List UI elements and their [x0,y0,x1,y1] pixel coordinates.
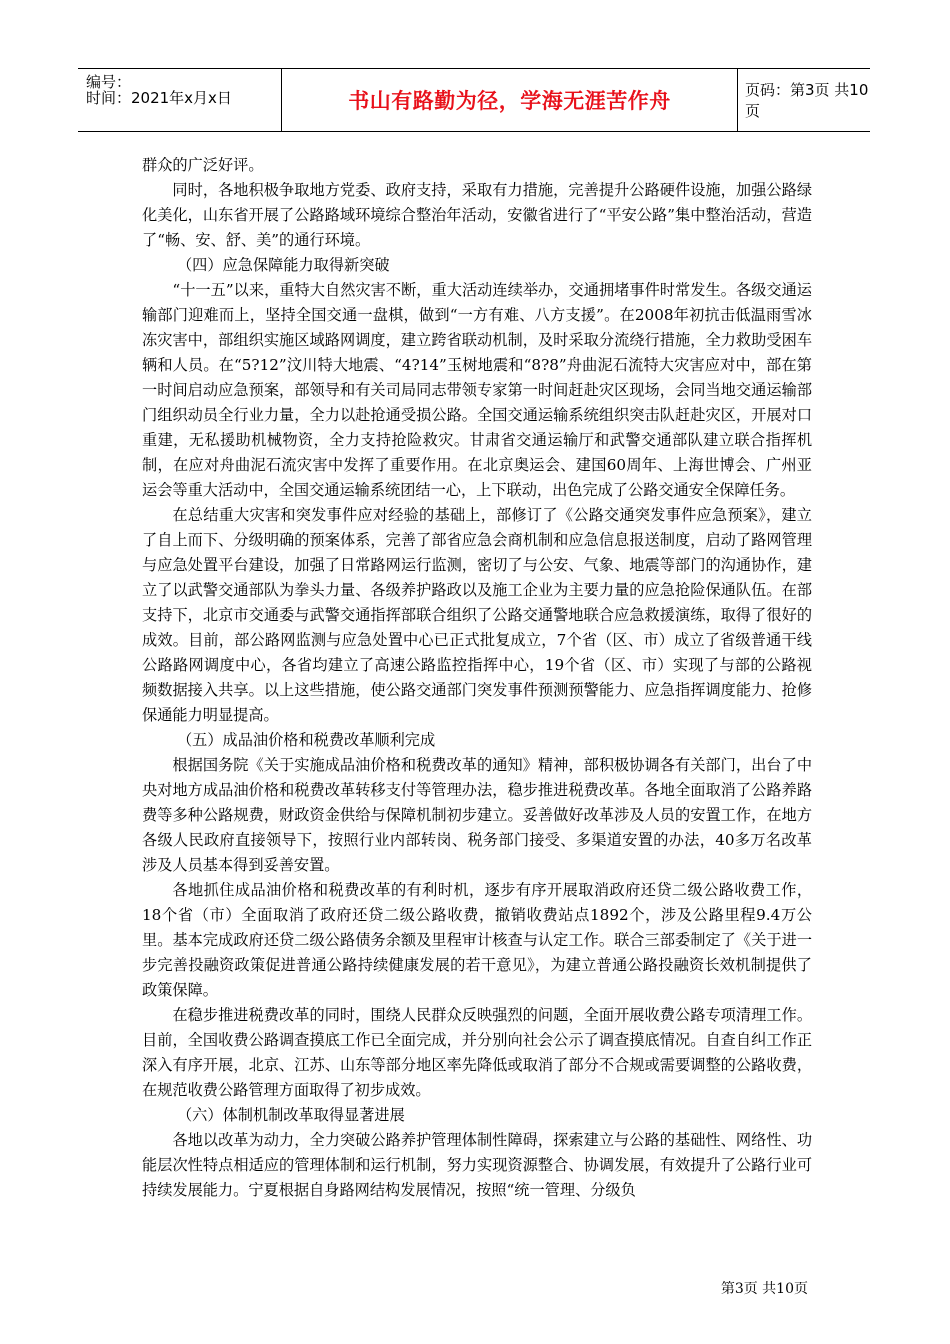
page-footer: 第3页 共10页 [720,1281,808,1297]
header-page-number: 页码：第3页 共10页 [745,81,869,120]
paragraph: 在稳步推进税费改革的同时，围绕人民群众反映强烈的问题，全面开展收费公路专项清理工作。目前，全国收费公路调查摸底工作已全面完成，并分别向社会公示了调查摸底情况。自查自纠工作正深入有序开展，北京、江苏、山东等部分地区率先降低或取消了部分不合规或需要调整的公路收费，在规范收费公路管理方面取得了初步成效。 [142,1006,812,1099]
paragraph: “十一五”以来，重特大自然灾害不断，重大活动连续举办，交通拥堵事件时常发生。各级交通运输部门迎难而上，坚持全国交通一盘棋，做到“一方有难、八方支援”。在2008年初抗击低温雨雪冰冻灾害中，部组织实施区域路网调度，建立跨省联动机制，及时采取分流绕行措施，全力救助受困车辆和人员。在“5?12”汶川特大地震、“4?14”玉树地震和“8?8”舟曲泥石流特大灾害应对中，部在第一时间启动应急预案，部领导和有关司局同志带领专家第一时间赶赴灾区现场，会同当地交通运输部门组织动员全行业力量，全力以赴抢通受损公路。全国交通运输系统组织突击队赶赴灾区，开展对口重建，无私援助机械物资，全力支持抢险救灾。甘肃省交通运输厅和武警交通部队建立联合指挥机制，在应对舟曲泥石流灾害中发挥了重要作用。在北京奥运会、建国60周年、上海世博会、广州亚运会等重大活动中，全国交通运输系统团结一心，上下联动，出色完成了公路交通安全保障任务。 [142,281,812,499]
paragraph: 各地以改革为动力，全力突破公路养护管理体制性障碍，探索建立与公路的基础性、网络性、功能层次性特点相适应的管理体制和运行机制，努力实现资源整合、协调发展，有效提升了公路行业可持续发展能力。宁夏根据自身路网结构发展情况，按照“统一管理、分级负 [142,1131,812,1199]
section-heading: （四）应急保障能力取得新突破 [176,256,390,274]
paragraph: 同时，各地积极争取地方党委、政府支持，采取有力措施，完善提升公路硬件设施，加强公路绿化美化，山东省开展了公路路域环境综合整治年活动，安徽省进行了“平安公路”集中整治活动，营造了“畅、安、舒、美”的通行环境。 [142,181,812,249]
document-body [142,153,812,1203]
paragraph: 根据国务院《关于实施成品油价格和税费改革的通知》精神，部积极协调各有关部门，出台了中央对地方成品油价格和税费改革转移支付等管理办法，稳步推进税费改革。各地全面取消了公路养路费等多种公路规费，财政资金供给与保障机制初步建立。妥善做好改革涉及人员的安置工作，在地方各级人民政府直接领导下，按照行业内部转岗、税务部门接受、多渠道安置的办法，40多万名改革涉及人员基本得到妥善安置。 [142,756,812,874]
section-heading: （六）体制机制改革取得显著进展 [176,1106,405,1124]
paragraph: 在总结重大灾害和突发事件应对经验的基础上，部修订了《公路交通突发事件应急预案》，建立了自上而下、分级明确的预案体系，完善了部省应急会商机制和应急信息报送制度，启动了路网管理与应急处置平台建设，加强了日常路网运行监测，密切了与公安、气象、地震等部门的沟通协作，建立了以武警交通部队为拳头力量、各级养护路政以及施工企业为主要力量的应急抢险保通队伍。在部支持下，北京市交通委与武警交通指挥部联合组织了公路交通警地联合应急救援演练，取得了很好的成效。目前，部公路网监测与应急处置中心已正式批复成立，7个省（区、市）成立了省级普通干线公路路网调度中心，各省均建立了高速公路监控指挥中心，19个省（区、市）实现了与部的公路视频数据接入共享。以上这些措施，使公路交通部门突发事件预测预警能力、应急指挥调度能力、抢修保通能力明显提高。 [142,506,812,724]
paragraph: 群众的广泛好评。 [142,156,264,174]
header-meta [78,69,281,131]
section-heading: （五）成品油价格和税费改革顺利完成 [176,731,436,749]
header-motto: 书山有路勤为径，学海无涯苦作舟 [281,69,738,131]
page-header [78,68,870,132]
doc-date-label: 时间：2021年x月x日 [86,89,232,107]
doc-number-label: 编号： [86,73,132,91]
paragraph: 各地抓住成品油价格和税费改革的有利时机，逐步有序开展取消政府还贷二级公路收费工作，18个省（市）全面取消了政府还贷二级公路收费，撤销收费站点1892个，涉及公路里程9.4万公里。基本完成政府还贷二级公路债务余额及里程审计核查与认定工作。联合三部委制定了《关于进一步完善投融资政策促进普通公路持续健康发展的若干意见》，为建立普通公路投融资长效机制提供了政策保障。 [142,881,812,999]
